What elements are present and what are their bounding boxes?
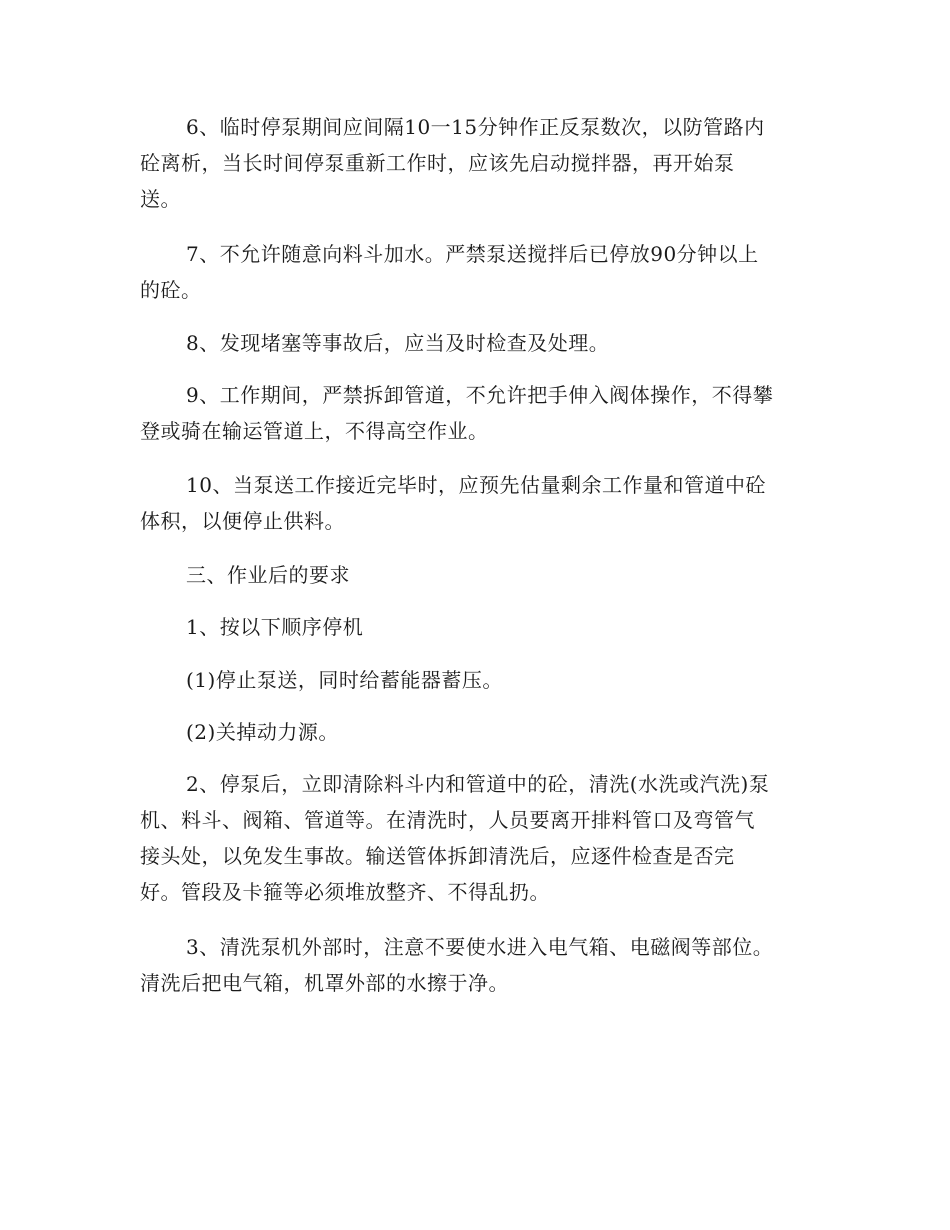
paragraph-line: 清洗后把电气箱，机罩外部的水擦于净。 xyxy=(140,971,509,995)
paragraph-9 xyxy=(140,377,810,449)
paragraph-line: 6、临时停泵期间应间隔10一15分钟作正反泵数次，以防管路内 xyxy=(186,115,765,139)
paragraph-line: 10、当泵送工作接近完毕时，应预先估量剩余工作量和管道中砼 xyxy=(186,473,766,497)
paragraph-line: 8、发现堵塞等事故后，应当及时检查及处理。 xyxy=(186,331,610,355)
paragraph-step-3 xyxy=(140,929,810,1001)
paragraph-line: 送。 xyxy=(140,187,181,211)
paragraph-line: 2、停泵后，立即清除料斗内和管道中的砼，清洗(水洗或汽洗)泵 xyxy=(186,772,770,796)
paragraph-10 xyxy=(140,467,810,539)
paragraph-line: 7、不允许随意向料斗加水。严禁泵送搅拌后已停放90分钟以上 xyxy=(186,242,759,266)
sub-step-1 xyxy=(140,662,810,698)
paragraph-8 xyxy=(140,325,810,361)
paragraph-line: 接头处，以免发生事故。输送管体拆卸清洗后，应逐件检查是否完 xyxy=(140,844,735,868)
paragraph-line: 的砼。 xyxy=(140,278,202,302)
paragraph-line: (2)关掉动力源。 xyxy=(186,720,339,744)
paragraph-step-2 xyxy=(140,766,810,910)
paragraph-line: 体积，以便停止供料。 xyxy=(140,509,345,533)
paragraph-line: 1、按以下顺序停机 xyxy=(186,615,364,639)
paragraph-step-1 xyxy=(140,609,810,645)
paragraph-line: (1)停止泵送，同时给蓄能器蓄压。 xyxy=(186,668,503,692)
paragraph-7 xyxy=(140,236,810,308)
paragraph-line: 砼离析，当长时间停泵重新工作时，应该先启动搅拌器，再开始泵 xyxy=(140,151,735,175)
paragraph-line: 好。管段及卡箍等必须堆放整齐、不得乱扔。 xyxy=(140,880,550,904)
paragraph-line: 机、料斗、阀箱、管道等。在清洗时，人员要离开排料管口及弯管气 xyxy=(140,808,755,832)
paragraph-6 xyxy=(140,109,810,217)
section-heading-text: 三、作业后的要求 xyxy=(186,563,350,587)
section-heading xyxy=(140,557,810,593)
paragraph-line: 登或骑在输运管道上，不得高空作业。 xyxy=(140,419,489,443)
paragraph-line: 9、工作期间，严禁拆卸管道，不允许把手伸入阀体操作，不得攀 xyxy=(186,383,774,407)
sub-step-2 xyxy=(140,714,810,750)
paragraph-line: 3、清洗泵机外部时，注意不要使水进入电气箱、电磁阀等部位。 xyxy=(186,935,774,959)
